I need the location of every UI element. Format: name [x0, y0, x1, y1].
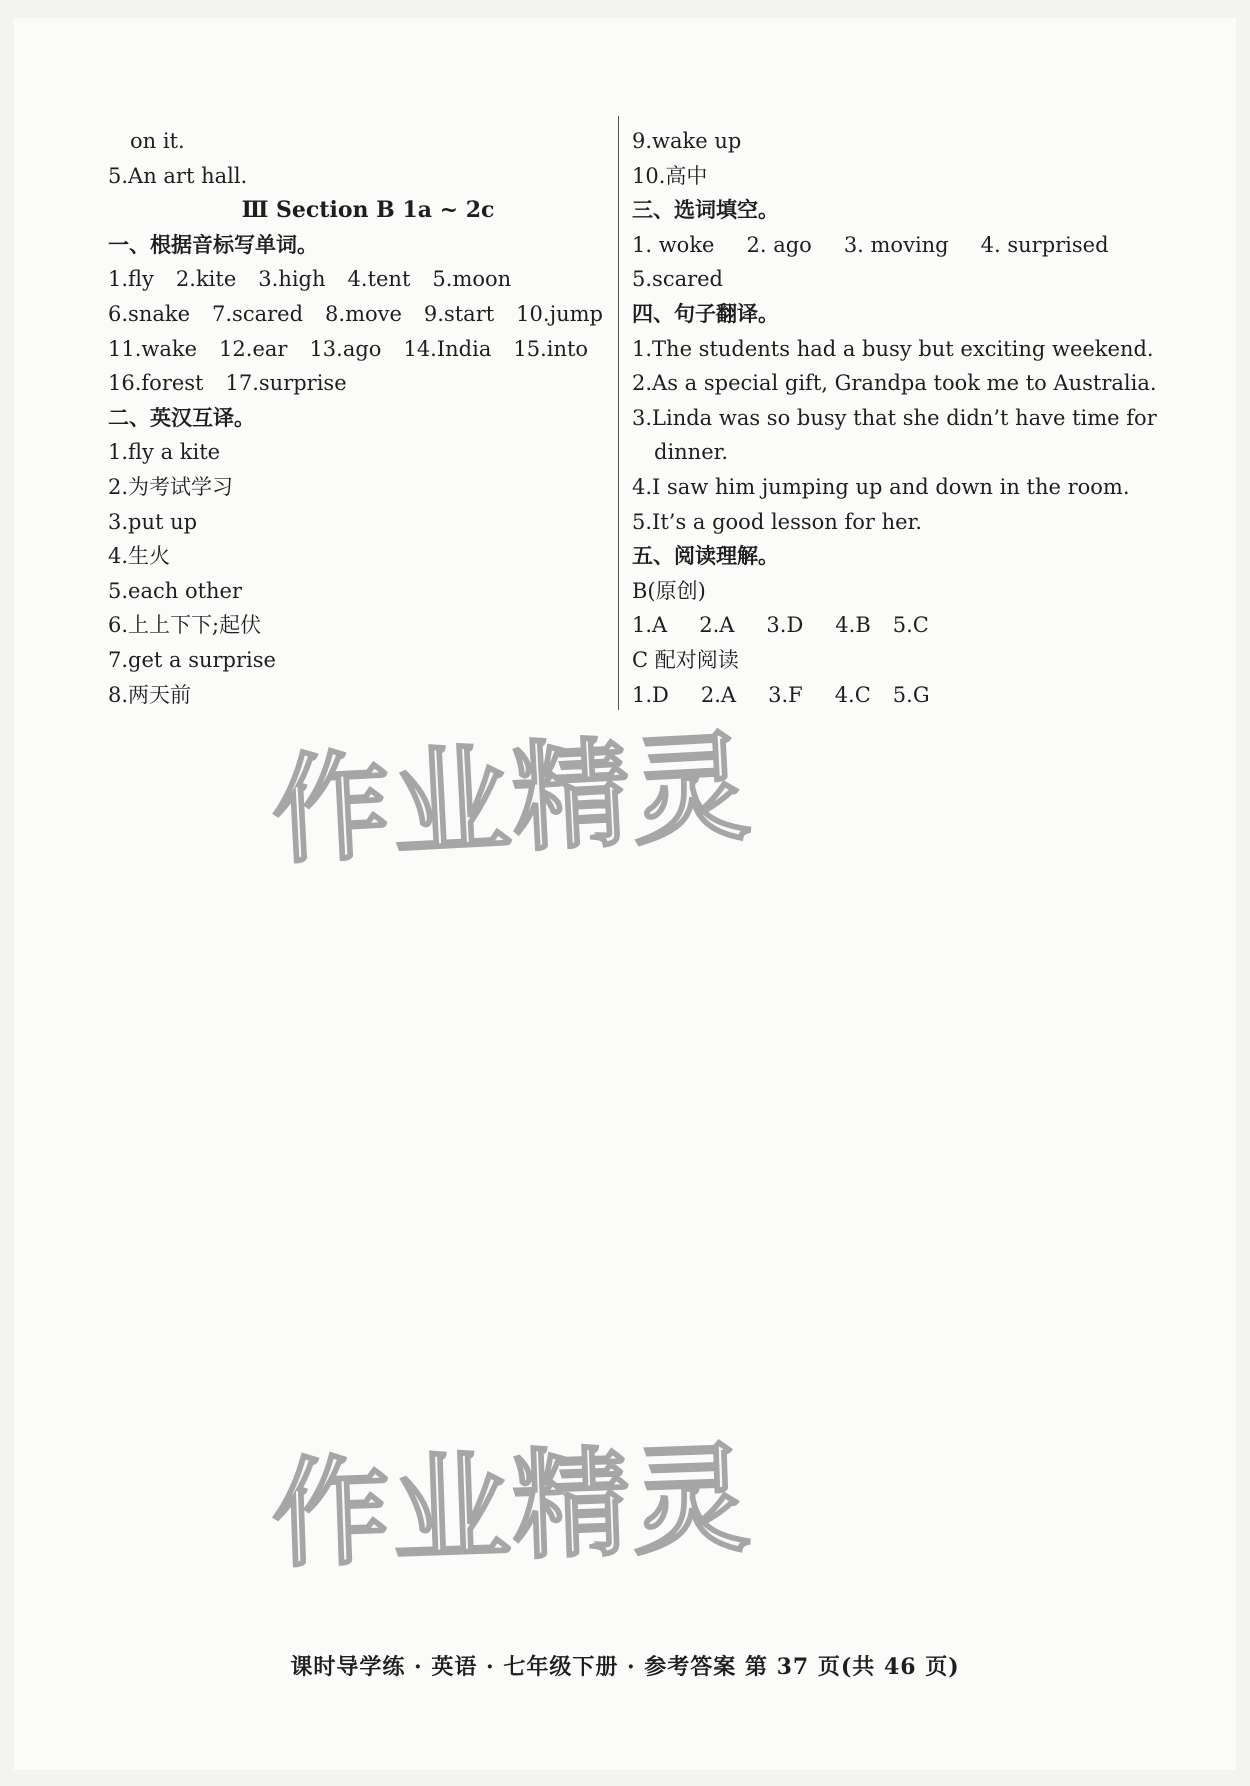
answer-item: 2.A: [699, 613, 735, 638]
answer-item: 13.ago: [309, 336, 382, 361]
answer-item: 4.B: [835, 613, 871, 638]
answer-row: [632, 228, 1152, 263]
answer-item: 3. moving: [843, 232, 949, 257]
answer-line: B(原创): [632, 578, 706, 603]
answer-item: 5.G: [892, 682, 930, 707]
answer-item: 5.moon: [432, 267, 512, 292]
answer-line: 1.fly a kite: [108, 440, 221, 465]
answer-row: [108, 262, 598, 297]
answer-item: 2.A: [700, 682, 737, 707]
answer-item: 17.surprise: [225, 371, 347, 396]
answer-item: 4.C: [834, 682, 871, 707]
answer-line: 5.each other: [108, 578, 243, 603]
answer-line: 4.I saw him jumping up and down in the room.: [632, 474, 1130, 499]
answer-item: 12.ear: [219, 336, 288, 361]
watermark-bottom: 作业精灵: [269, 1429, 755, 1585]
answer-row: [108, 366, 598, 401]
section-heading: 四、句子翻译。: [632, 301, 779, 326]
answer-row: [108, 297, 603, 332]
answer-item: 5.C: [892, 613, 929, 638]
answer-item: 4.tent: [347, 267, 411, 292]
answer-line: 2.As a special gift, Grandpa took me to Australia.: [632, 371, 1157, 396]
answer-row: [632, 678, 1152, 713]
answer-item: 3.F: [768, 682, 803, 707]
answer-line: 2.为考试学习: [108, 474, 234, 499]
answer-item: 10.jump: [516, 301, 603, 326]
answer-item: 14.India: [403, 336, 492, 361]
answer-line: dinner.: [654, 440, 729, 465]
answer-line: C 配对阅读: [632, 647, 739, 672]
page-footer: 课时导学练 · 英语 · 七年级下册 · 参考答案 第 37 页(共 46 页): [290, 1654, 960, 1680]
answer-item: 3.high: [258, 267, 326, 292]
answer-line: 3.put up: [108, 509, 198, 534]
answer-line: 1.The students had a busy but exciting weekend.: [632, 336, 1154, 361]
answer-line: 4.生火: [108, 544, 171, 569]
answer-item: 6.snake: [108, 301, 191, 326]
answer-item: 2. ago: [746, 232, 812, 257]
answer-line: on it.: [130, 129, 185, 153]
section-title: Ⅲ Section B 1a ~ 2c: [241, 197, 495, 224]
watermark-top: 作业精灵: [268, 717, 756, 881]
answer-item: 1.fly: [108, 267, 154, 292]
answer-item: 11.wake: [108, 336, 198, 361]
section-heading: 二、英汉互译。: [108, 405, 255, 430]
answer-line: 6.上上下下;起伏: [108, 613, 262, 638]
answer-row: [108, 332, 598, 367]
answer-item: 8.move: [325, 301, 402, 326]
answer-item: 9.start: [423, 301, 495, 326]
answer-line: 7.get a surprise: [108, 647, 276, 672]
answer-line: 9.wake up: [632, 129, 742, 153]
left-answer-column: [108, 124, 603, 712]
answer-item: 7.scared: [212, 301, 304, 326]
answer-line: 3.Linda was so busy that she didn’t have time for: [632, 405, 1157, 430]
answer-item: 2.kite: [175, 267, 237, 292]
answer-item: 4. surprised: [980, 232, 1109, 257]
answer-row: [632, 608, 1152, 643]
answer-item: 1.D: [632, 682, 669, 707]
answer-line: 10.高中: [632, 163, 708, 188]
answer-item: 1.A: [632, 613, 668, 638]
right-answer-column: [632, 124, 1157, 712]
answer-item: 1. woke: [632, 232, 715, 257]
section-heading: 一、根据音标写单词。: [108, 232, 318, 257]
answer-line: 5.An art hall.: [108, 163, 248, 188]
answer-line: 8.两天前: [108, 682, 192, 707]
answer-line: 5.It’s a good lesson for her.: [632, 509, 922, 534]
answer-item: 16.forest: [108, 371, 204, 396]
section-heading: 五、阅读理解。: [632, 544, 779, 569]
column-divider: [618, 116, 619, 710]
answer-item: 15.into: [513, 336, 589, 361]
answer-item: 3.D: [766, 613, 804, 638]
answer-line: 5.scared: [632, 267, 724, 292]
section-heading: 三、选词填空。: [632, 198, 779, 223]
